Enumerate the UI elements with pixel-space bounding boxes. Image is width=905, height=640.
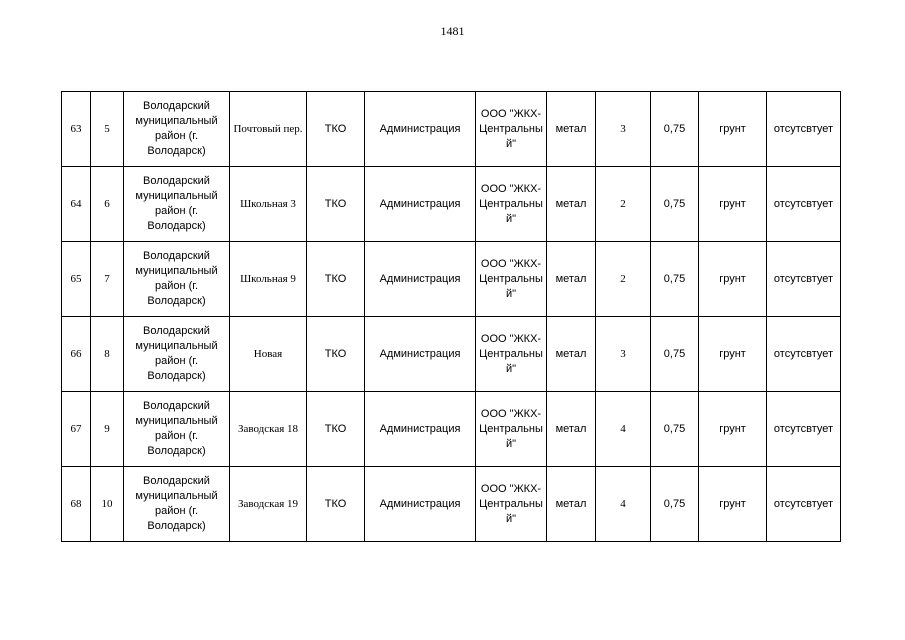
sub-number-cell: 10 [91, 467, 124, 542]
material-cell: метал [547, 467, 596, 542]
waste-type-cell: ТКО [307, 92, 365, 167]
street-cell: Заводская 18 [230, 392, 307, 467]
container-count-cell: 4 [596, 467, 651, 542]
fence-cell: отсутсвтует [767, 317, 841, 392]
fence-cell: отсутсвтует [767, 392, 841, 467]
row-number-cell: 64 [62, 167, 91, 242]
row-number-cell: 65 [62, 242, 91, 317]
operator-cell: ООО "ЖКХ-Центральны й" [476, 167, 547, 242]
row-number-cell: 67 [62, 392, 91, 467]
municipality-cell: Володарский муниципальный район (г. Володарск) [124, 242, 230, 317]
owner-cell: Администрация [365, 167, 476, 242]
street-cell: Школьная 9 [230, 242, 307, 317]
page-number: 1481 [440, 24, 465, 38]
table-row [62, 92, 841, 167]
fence-cell: отсутсвтует [767, 467, 841, 542]
container-count-cell: 3 [596, 92, 651, 167]
container-count-cell: 3 [596, 317, 651, 392]
waste-sites-table [61, 91, 841, 542]
surface-cell: грунт [699, 317, 767, 392]
municipality-cell: Володарский муниципальный район (г. Володарск) [124, 317, 230, 392]
owner-cell: Администрация [365, 92, 476, 167]
street-cell: Школьная 3 [230, 167, 307, 242]
row-number-cell: 68 [62, 467, 91, 542]
fence-cell: отсутсвтует [767, 167, 841, 242]
waste-type-cell: ТКО [307, 467, 365, 542]
table-row [62, 167, 841, 242]
material-cell: метал [547, 242, 596, 317]
container-count-cell: 4 [596, 392, 651, 467]
volume-cell: 0,75 [651, 242, 699, 317]
operator-cell: ООО "ЖКХ-Центральны й" [476, 317, 547, 392]
municipality-cell: Володарский муниципальный район (г. Володарск) [124, 467, 230, 542]
table-row [62, 242, 841, 317]
material-cell: метал [547, 317, 596, 392]
municipality-cell: Володарский муниципальный район (г. Володарск) [124, 167, 230, 242]
operator-cell: ООО "ЖКХ-Центральны й" [476, 92, 547, 167]
material-cell: метал [547, 92, 596, 167]
table-row [62, 317, 841, 392]
surface-cell: грунт [699, 467, 767, 542]
table-row [62, 467, 841, 542]
owner-cell: Администрация [365, 242, 476, 317]
surface-cell: грунт [699, 392, 767, 467]
waste-type-cell: ТКО [307, 167, 365, 242]
fence-cell: отсутсвтует [767, 242, 841, 317]
surface-cell: грунт [699, 167, 767, 242]
material-cell: метал [547, 167, 596, 242]
volume-cell: 0,75 [651, 392, 699, 467]
street-cell: Почтовый пер. [230, 92, 307, 167]
volume-cell: 0,75 [651, 92, 699, 167]
owner-cell: Администрация [365, 317, 476, 392]
sub-number-cell: 5 [91, 92, 124, 167]
sub-number-cell: 6 [91, 167, 124, 242]
municipality-cell: Володарский муниципальный район (г. Володарск) [124, 92, 230, 167]
container-count-cell: 2 [596, 167, 651, 242]
operator-cell: ООО "ЖКХ-Центральны й" [476, 467, 547, 542]
row-number-cell: 63 [62, 92, 91, 167]
waste-type-cell: ТКО [307, 242, 365, 317]
owner-cell: Администрация [365, 392, 476, 467]
fence-cell: отсутсвтует [767, 92, 841, 167]
street-cell: Заводская 19 [230, 467, 307, 542]
sub-number-cell: 8 [91, 317, 124, 392]
sub-number-cell: 7 [91, 242, 124, 317]
container-count-cell: 2 [596, 242, 651, 317]
municipality-cell: Володарский муниципальный район (г. Володарск) [124, 392, 230, 467]
waste-type-cell: ТКО [307, 392, 365, 467]
table-row [62, 392, 841, 467]
volume-cell: 0,75 [651, 317, 699, 392]
sub-number-cell: 9 [91, 392, 124, 467]
surface-cell: грунт [699, 92, 767, 167]
operator-cell: ООО "ЖКХ-Центральны й" [476, 242, 547, 317]
material-cell: метал [547, 392, 596, 467]
owner-cell: Администрация [365, 467, 476, 542]
surface-cell: грунт [699, 242, 767, 317]
waste-type-cell: ТКО [307, 317, 365, 392]
volume-cell: 0,75 [651, 467, 699, 542]
volume-cell: 0,75 [651, 167, 699, 242]
operator-cell: ООО "ЖКХ-Центральны й" [476, 392, 547, 467]
street-cell: Новая [230, 317, 307, 392]
row-number-cell: 66 [62, 317, 91, 392]
